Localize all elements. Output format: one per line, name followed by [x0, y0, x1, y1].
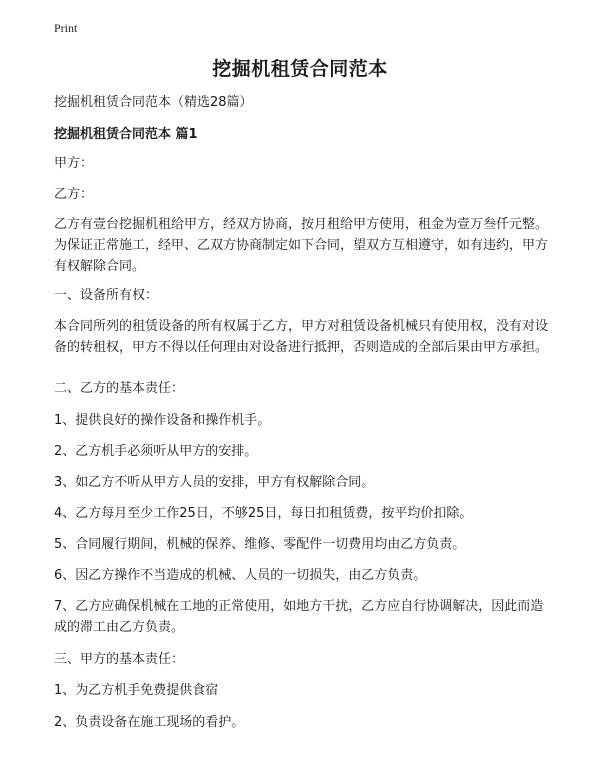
- party-b-duty-item: 4、乙方每月至少工作25日，不够25日，每日扣租赁费，按平均价扣除。: [54, 506, 473, 521]
- party-b-duty-item: 2、乙方机手必须听从甲方的安排。: [54, 444, 258, 459]
- party-b-label: 乙方：: [54, 187, 94, 202]
- party-b-duties-heading: 二、乙方的基本责任：: [54, 381, 185, 396]
- document-subtitle: 挖掘机租赁合同范本（精选28篇）: [54, 95, 253, 110]
- ownership-paragraph: 本合同所列的租赁设备的所有权属于乙方，甲方对租赁设备机械只有使用权，没有对设备的转租权，甲方不得以任何理由对设备进行抵押，否则造成的全部后果由甲方承担。: [54, 319, 549, 355]
- party-b-duty-item: 6、因乙方操作不当造成的机械、人员的一切损失，由乙方负责。: [54, 568, 427, 583]
- party-b-duty-item: 5、合同履行期间，机械的保养、维修、零配件一切费用均由乙方负责。: [54, 537, 466, 552]
- party-b-duty-item: 1、提供良好的操作设备和操作机手。: [54, 413, 271, 428]
- document-title: 挖掘机租赁合同范本: [212, 58, 388, 80]
- party-a-duty-item: 2、负责设备在施工现场的看护。: [54, 715, 245, 730]
- party-b-duty-item: 3、如乙方不听从甲方人员的安排，甲方有权解除合同。: [54, 475, 375, 490]
- party-b-duty-item: 7、乙方应确保机械在工地的正常使用，如地方干扰，乙方应自行协调解决，因此而造成的滞工由乙方负责。: [54, 599, 544, 635]
- ownership-heading: 一、设备所有权：: [54, 288, 159, 303]
- print-link[interactable]: Print: [54, 21, 78, 35]
- section-heading: 挖掘机租赁合同范本 篇1: [54, 127, 198, 142]
- party-a-duty-item: 1、为乙方机手免费提供食宿: [54, 683, 219, 698]
- party-a-label: 甲方：: [54, 156, 94, 171]
- party-a-duties-heading: 三、甲方的基本责任：: [54, 652, 185, 667]
- intro-paragraph: 乙方有壹台挖掘机租给甲方，经双方协商，按月租给甲方使用，租金为壹万叁仟元整。为保证正常施工，经甲、乙双方协商制定如下合同，望双方互相遵守，如有违约，甲方有权解除合同。: [54, 217, 549, 274]
